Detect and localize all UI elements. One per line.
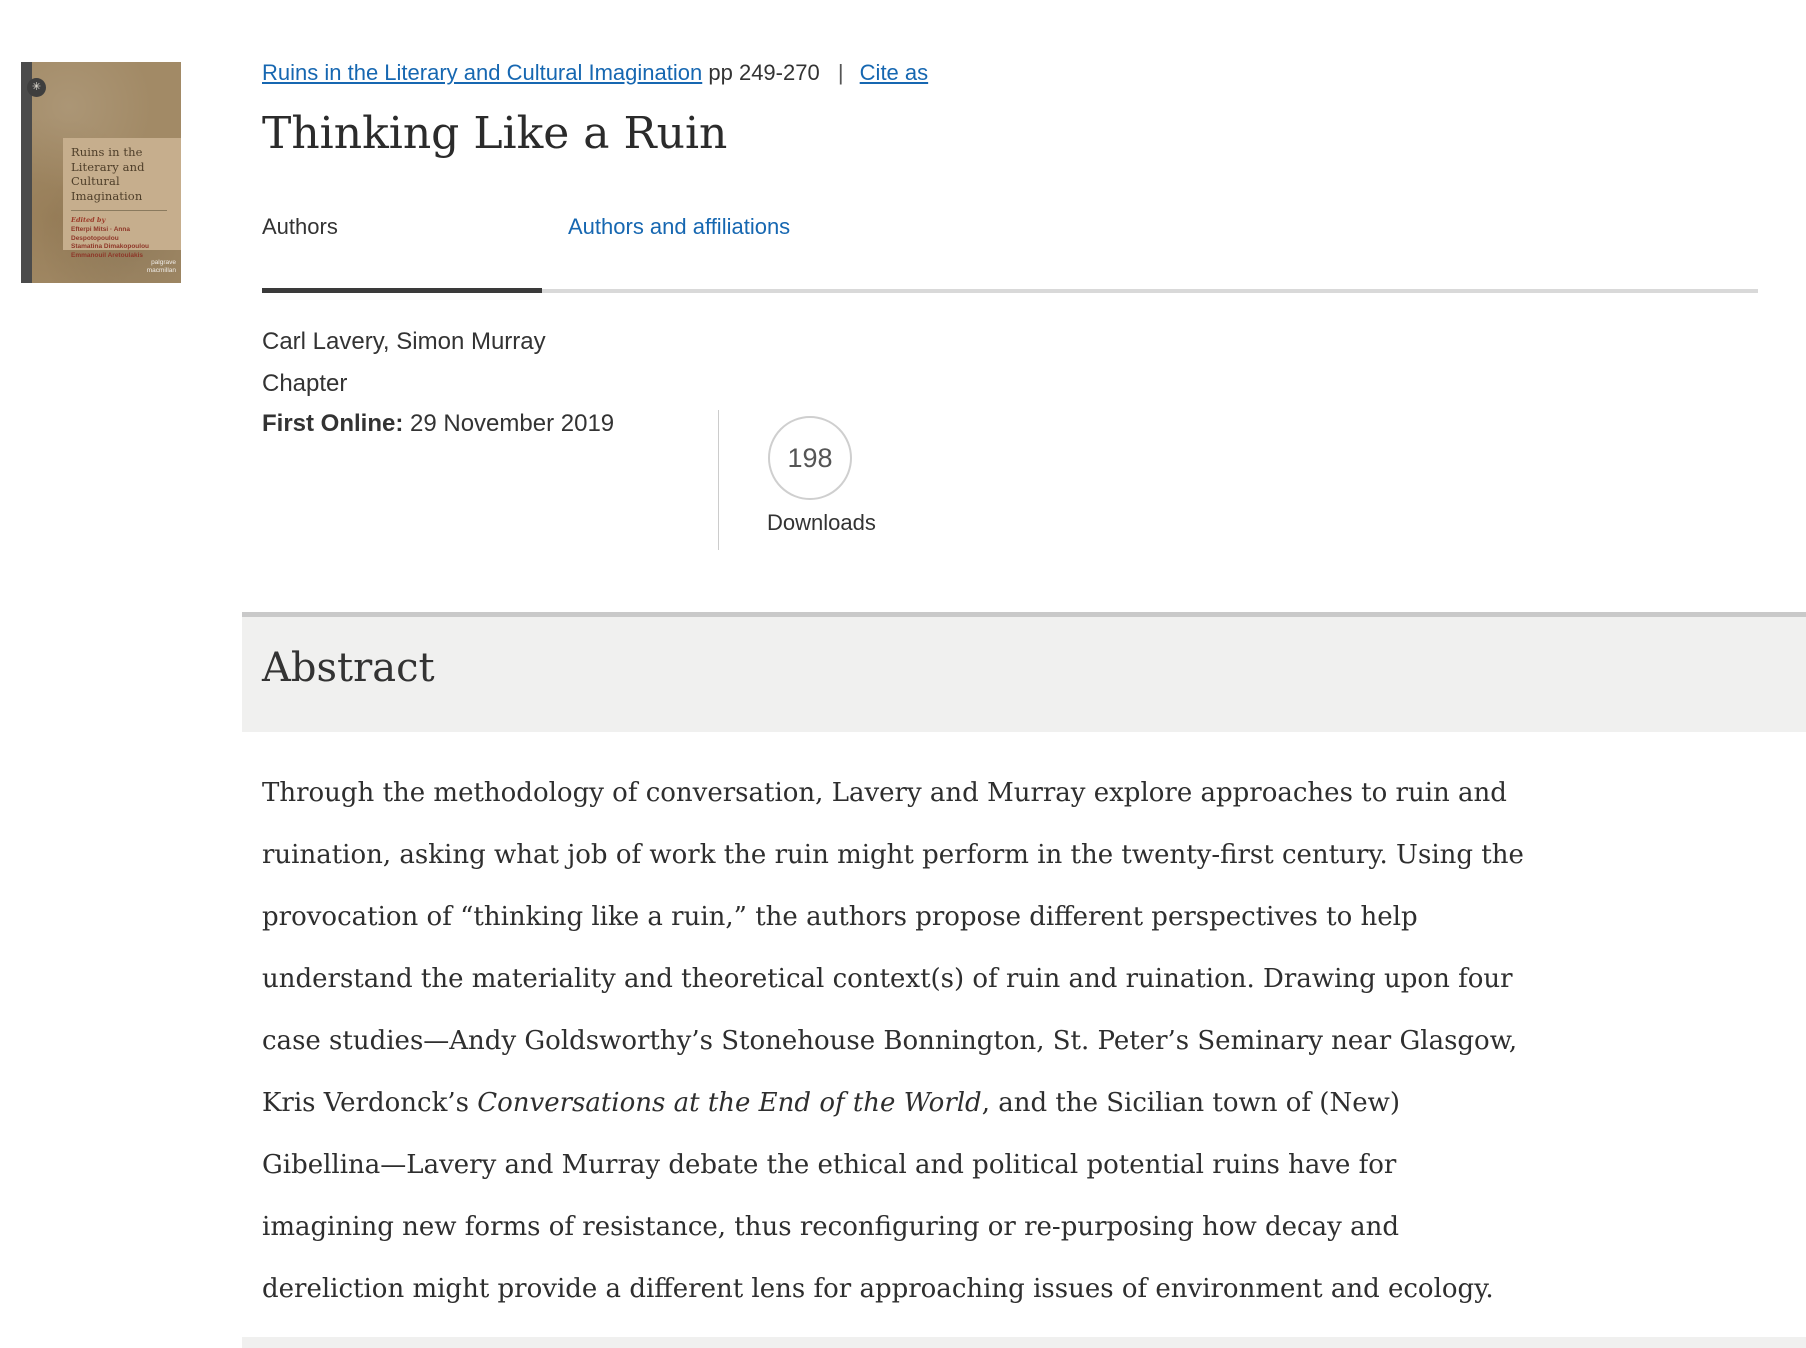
downloads-count-circle: 198 xyxy=(768,416,852,500)
downloads-label: Downloads xyxy=(767,510,876,535)
book-cover-editors xyxy=(71,226,177,261)
active-tab-indicator xyxy=(262,288,542,293)
abstract-heading: Abstract xyxy=(262,645,435,691)
book-cover-thumbnail[interactable] xyxy=(21,62,181,283)
author-tabs xyxy=(262,214,1758,293)
abstract-paragraph xyxy=(262,762,1526,1320)
meta-vertical-divider xyxy=(718,410,719,550)
editor-line: Emmanouil Aretoulakis xyxy=(71,252,143,260)
tab-authors-label: Authors xyxy=(262,214,338,239)
abstract-text-part1: Through the methodology of conversation, Lavery and Murray explore approaches to ruin and ruination, asking what job of work the ruin might perform in the twenty-first century. Using the provocation of “thinking like a ruin,” the authors propose different perspectives to help understand the materiality and theoretical context(s) of ruin and ruination. Drawing upon four case studies—Andy Goldsworthy’s Stonehouse Bonnington, St. Peter’s Seminary near Glasgow, Kris Verdonck’s xyxy=(262,778,1524,1118)
breadcrumb xyxy=(262,60,928,86)
page-range-text: pp 249-270 xyxy=(708,60,820,85)
book-title-link[interactable]: Ruins in the Literary and Cultural Imagination xyxy=(262,60,703,85)
first-online xyxy=(262,404,614,444)
tab-authors[interactable] xyxy=(262,214,542,240)
book-cover-title: Ruins in the Literary and Cultural Imagination xyxy=(71,145,145,204)
downloads-metric xyxy=(767,416,876,536)
abstract-text-part2: , and the Sicilian town of (New) Gibellina—Lavery and Murray debate the ethical and political potential ruins have for imagining new forms of resistance, thus reconfiguring or re-purposing how decay and dereliction might provide a different lens for approaching issues of environment and ecology. xyxy=(262,1088,1494,1304)
content-type: Chapter xyxy=(262,370,348,397)
chapter-title: Thinking Like a Ruin xyxy=(262,108,728,159)
publisher-starburst-icon: ✳ xyxy=(27,78,46,97)
authors-names: Carl Lavery, Simon Murray xyxy=(262,328,546,355)
tab-authors-and-affiliations[interactable] xyxy=(568,214,790,240)
publisher-logo-text: palgrave macmillan xyxy=(146,259,176,275)
editor-line: Stamatina Dimakopoulou xyxy=(71,243,150,251)
cite-as-link[interactable]: Cite as xyxy=(859,60,929,85)
book-cover-title-panel xyxy=(63,138,181,260)
first-online-date: 29 November 2019 xyxy=(410,410,615,437)
book-cover-divider xyxy=(71,210,167,211)
next-section-band xyxy=(242,1337,1806,1348)
book-cover-edited-by: Edited by xyxy=(71,215,106,224)
tab-affiliations-label: Authors and affiliations xyxy=(568,214,791,239)
editor-line: Efterpi Mitsi · Anna Despotopoulou xyxy=(71,225,130,242)
breadcrumb-separator: | xyxy=(837,60,844,85)
chapter-meta xyxy=(262,364,614,444)
abstract-section-header xyxy=(242,612,1806,732)
first-online-label: First Online: xyxy=(262,410,404,437)
abstract-italic-work-title: Conversations at the End of the World xyxy=(477,1088,982,1118)
